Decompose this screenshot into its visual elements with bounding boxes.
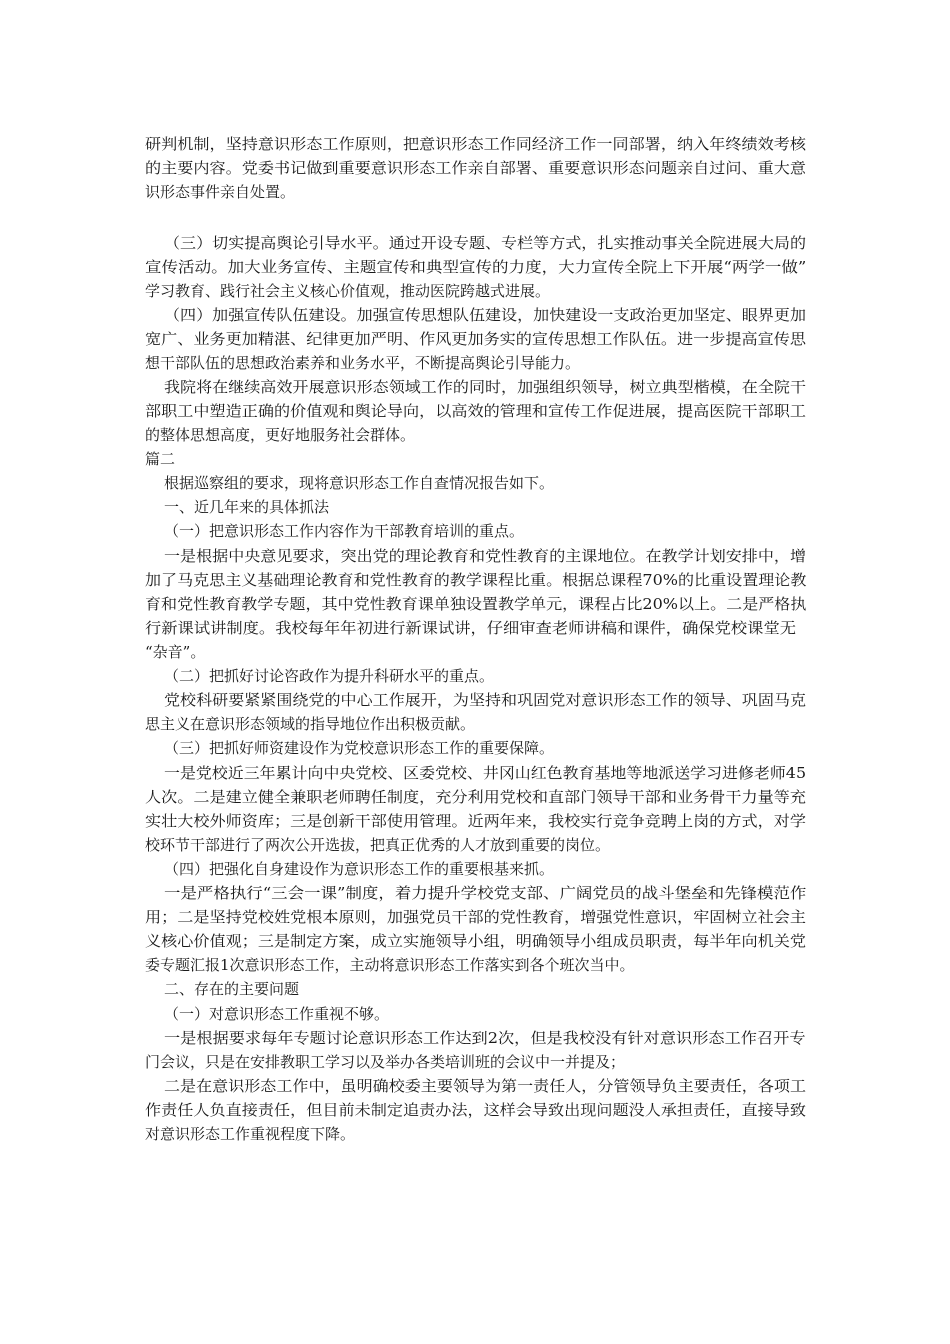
text-line: （三）切实提高舆论引导水平。通过开设专题、专栏等方式，扎实推动事关全院进展大局的: [164, 234, 807, 252]
text-line: 校环节干部进行了两次公开选拔，把真正优秀的人才放到重要的岗位。: [145, 836, 611, 854]
text-line: 加了马克思主义基础理论教育和党性教育的教学课程比重。根据总课程70%的比重设置理论教: [145, 571, 807, 589]
text-line: 的整体思想高度，更好地服务社会群体。: [145, 426, 416, 444]
text-line: 根据巡察组的要求，现将意识形态工作自查情况报告如下。: [164, 474, 555, 492]
text-line: 思主义在意识形态领域的指导地位作出积极贡献。: [145, 715, 476, 733]
text-line: 篇二: [145, 450, 176, 468]
text-line: 一是严格执行“三会一课”制度，着力提升学校党支部、广阔党员的战斗堡垒和先锋模范作: [164, 884, 807, 902]
text-line: 对意识形态工作重视程度下降。: [145, 1125, 356, 1143]
text-line: 育和党性教育教学专题，其中党性教育课单独设置教学单元，课程占比20%以上。二是严格执: [145, 595, 807, 613]
text-line: 人次。二是建立健全兼职老师聘任制度，充分利用党校和直部门领导干部和业务骨干力量等充: [145, 788, 807, 806]
text-line: 用；二是坚持党校姓党根本原则，加强党员干部的党性教育，增强党性意识，牢固树立社会主: [145, 908, 807, 926]
text-line: （四）加强宣传队伍建设。加强宣传思想队伍建设，加快建设一支政治更加坚定、眼界更加: [164, 306, 807, 324]
text-line: （一）对意识形态工作重视不够。: [164, 1005, 390, 1023]
text-line: 我院将在继续高效开展意识形态领域工作的同时，加强组织领导，树立典型楷模，在全院干: [164, 378, 807, 396]
text-line: 识形态事件亲自处置。: [145, 183, 296, 201]
text-line: 一是党校近三年累计向中央党校、区委党校、井冈山红色教育基地等地派送学习进修老师45: [164, 764, 807, 782]
text-line: 实壮大校外师资库；三是创新干部使用管理。近两年来，我校实行竞争竞聘上岗的方式，对学: [145, 812, 807, 830]
text-line: 学习教育、践行社会主义核心价值观，推动医院跨越式进展。: [145, 282, 551, 300]
text-line: 一是根据要求每年专题讨论意识形态工作达到2次，但是我校没有针对意识形态工作召开专: [164, 1029, 806, 1047]
text-line: 行新课试讲制度。我校每年年初进行新课试讲，仔细审查老师讲稿和课件，确保党校课堂无: [145, 619, 797, 637]
text-line: 一、近几年来的具体抓法: [164, 498, 330, 516]
text-line: 二是在意识形态工作中，虽明确校委主要领导为第一责任人，分管领导负主要责任，各项工: [164, 1077, 807, 1095]
text-line: 想干部队伍的思想政治素养和业务水平，不断提高舆论引导能力。: [145, 354, 581, 372]
text-line: 宣传活动。加大业务宣传、主题宣传和典型宣传的力度，大力宣传全院上下开展“两学一做”: [145, 258, 807, 276]
text-line: 研判机制，坚持意识形态工作原则，把意识形态工作同经济工作一同部署，纳入年终绩效考核: [145, 135, 807, 153]
text-line: 作责任人负直接责任，但目前未制定追责办法，这样会导致出现问题没人承担责任，直接导致: [145, 1101, 807, 1119]
text-line: （四）把强化自身建设作为意识形态工作的重要根基来抓。: [164, 860, 555, 878]
text-line: 部职工中塑造正确的价值观和舆论导向，以高效的管理和宣传工作促进展，提高医院干部职工: [145, 402, 807, 420]
text-line: （三）把抓好师资建设作为党校意识形态工作的重要保障。: [164, 739, 555, 757]
text-line: 宽广、业务更加精湛、纪律更加严明、作风更加务实的宣传思想工作队伍。进一步提高宣传思: [145, 330, 807, 348]
text-line: 的主要内容。党委书记做到重要意识形态工作亲自部署、重要意识形态问题亲自过问、重大意: [145, 159, 807, 177]
text-line: 二、存在的主要问题: [164, 980, 300, 998]
text-line: 一是根据中央意见要求，突出党的理论教育和党性教育的主课地位。在教学计划安排中，增: [164, 547, 807, 565]
text-line: 党校科研要紧紧围绕党的中心工作展开，为坚持和巩固党对意识形态工作的领导、巩固马克: [164, 691, 807, 709]
text-line: 委专题汇报1次意识形态工作，主动将意识形态工作落实到各个班次当中。: [145, 956, 635, 974]
text-line: （二）把抓好讨论咨政作为提升科研水平的重点。: [164, 667, 495, 685]
text-line: “杂音”。: [145, 643, 206, 661]
text-line: 门会议，只是在安排教职工学习以及举办各类培训班的会议中一并提及；: [145, 1053, 626, 1071]
text-line: （一）把意识形态工作内容作为干部教育培训的重点。: [164, 522, 525, 540]
text-line: 义核心价值观；三是制定方案，成立实施领导小组，明确领导小组成员职责，每半年向机关党: [145, 932, 807, 950]
